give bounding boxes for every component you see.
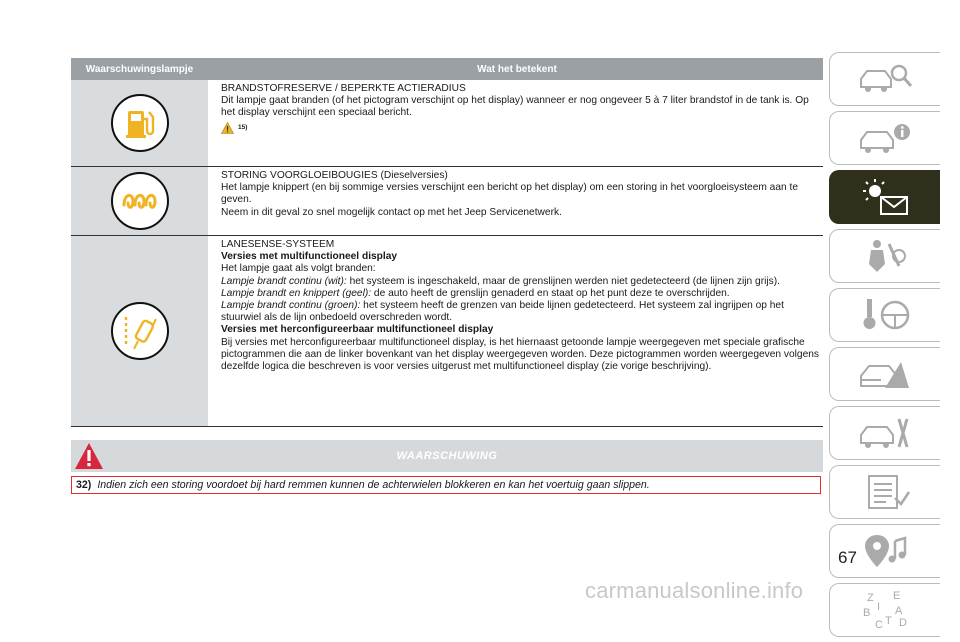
car-tools-icon	[855, 413, 915, 453]
row-body-2: Neem in dit geval zo snel mogelijk contact op met het Jeep Servicenetwerk.	[221, 206, 562, 218]
state-item	[221, 288, 823, 300]
row-body: Bij versies met herconfigureerbaar multifunctioneel display, is het hiernaast getoonde lampje weergegeven met speciale grafische pictogrammen die aan de linker bovenkant van het display weergegeven worden. Deze pictogrammen worden weergegeven volgens dezelfde logica die beschreven is voor versies uitgerust met multifunctioneel display (zie vorige beschrijving).	[221, 336, 820, 373]
row-body: Dit lampje gaat branden (of het pictogram verschijnt op het display) wanneer er nog ongeveer 5 à 7 liter brandstof in de tank is. Op het display verschijnt een speciaal bericht.	[221, 95, 809, 119]
row-subheading: Versies met multifunctioneel display	[221, 251, 398, 263]
tab-warning-lights[interactable]	[829, 170, 940, 224]
row-body: Het lampje knippert (en bij sommige versies verschijnt een bericht op het display) om een storing in het voorgloeisysteem aan te geven.	[221, 182, 799, 206]
index-letter: D	[899, 617, 907, 629]
state-text: het systeem heeft de grenzen van beide lijnen gedetecteerd. Het systeem zal ingrijpen op het stuurwiel als de lijn onbedoeld overschreden wordt.	[221, 300, 784, 324]
tab-safety[interactable]	[829, 229, 940, 283]
warning-lights-table	[71, 58, 823, 427]
index-letter: T	[885, 615, 892, 627]
header-meaning: Wat het betekent	[477, 63, 557, 75]
index-letter: E	[893, 590, 901, 602]
watermark: carmanualsonline.info	[585, 578, 804, 603]
car-info-icon	[855, 118, 915, 158]
row-description	[211, 80, 823, 166]
alphabet-index-icon	[855, 588, 915, 632]
row-title: LANESENSE-SYSTEEM	[221, 239, 335, 250]
small-warning-icon	[221, 122, 234, 134]
car-search-icon	[855, 59, 915, 99]
warning-text-box	[71, 476, 821, 494]
navigation-music-icon	[855, 531, 915, 571]
index-letter: C	[875, 619, 883, 631]
index-letter: B	[863, 607, 871, 619]
tab-car-search[interactable]	[829, 52, 940, 106]
reference-number: 15)	[238, 123, 248, 131]
warning-light-message-icon	[855, 177, 915, 217]
warning-title: WAARSCHUWING	[396, 450, 498, 462]
header-warning-light: Waarschuwingslampje	[85, 63, 194, 75]
state-text: de auto heeft de grenslijn genaderd en staat op het punt deze te overschrijden.	[373, 287, 730, 299]
tab-starting-driving[interactable]	[829, 288, 940, 342]
tab-maintenance[interactable]	[829, 406, 940, 460]
tab-index[interactable]	[829, 583, 940, 637]
state-label: Lampje brandt continu (wit):	[221, 275, 347, 287]
icon-cell	[71, 80, 208, 166]
seat-airbag-icon	[855, 236, 915, 276]
row-description	[211, 167, 823, 235]
key-steering-icon	[855, 295, 915, 335]
table-header	[71, 58, 823, 80]
checklist-icon	[855, 472, 915, 512]
row-title: BRANDSTOFRESERVE / BEPERKTE ACTIERADIUS	[221, 83, 466, 94]
lanesense-icon	[111, 302, 169, 360]
table-row	[71, 80, 823, 167]
warning-banner	[71, 440, 823, 472]
index-letter: Z	[867, 592, 874, 604]
tab-car-info[interactable]	[829, 111, 940, 165]
glow-plug-icon	[111, 172, 169, 230]
footnote-reference[interactable]	[221, 122, 823, 134]
fuel-pump-icon	[111, 94, 169, 152]
page-number: 67	[838, 548, 857, 567]
row-subheading: Versies met herconfigureerbaar multifunctioneel display	[221, 324, 494, 336]
row-title: STORING VOORGLOEIBOUGIES (Dieselversies)	[221, 170, 448, 181]
table-row	[71, 167, 823, 236]
state-label: Lampje brandt continu (groen):	[221, 300, 361, 312]
warning-number: 32)	[76, 479, 92, 491]
table-row	[71, 236, 823, 427]
icon-cell	[71, 167, 208, 235]
tab-emergency[interactable]	[829, 347, 940, 401]
row-intro: Het lampje gaat als volgt branden:	[221, 263, 376, 275]
index-letter: I	[877, 601, 881, 613]
icon-cell	[71, 236, 208, 426]
tab-technical-data[interactable]	[829, 465, 940, 519]
warning-text: Indien zich een storing voordoet bij hard remmen kunnen de achterwielen blokkeren en kan het voertuig gaan slippen.	[97, 479, 650, 491]
row-description	[211, 236, 823, 426]
state-label: Lampje brandt en knippert (geel):	[221, 287, 372, 299]
state-item	[221, 276, 823, 288]
state-item	[221, 300, 823, 324]
car-crash-icon	[855, 354, 915, 394]
state-text: het systeem is ingeschakeld, maar de grenslijnen werden niet gedetecteerd (de lijnen zijn grijs).	[349, 275, 780, 287]
index-letter: A	[895, 605, 903, 617]
